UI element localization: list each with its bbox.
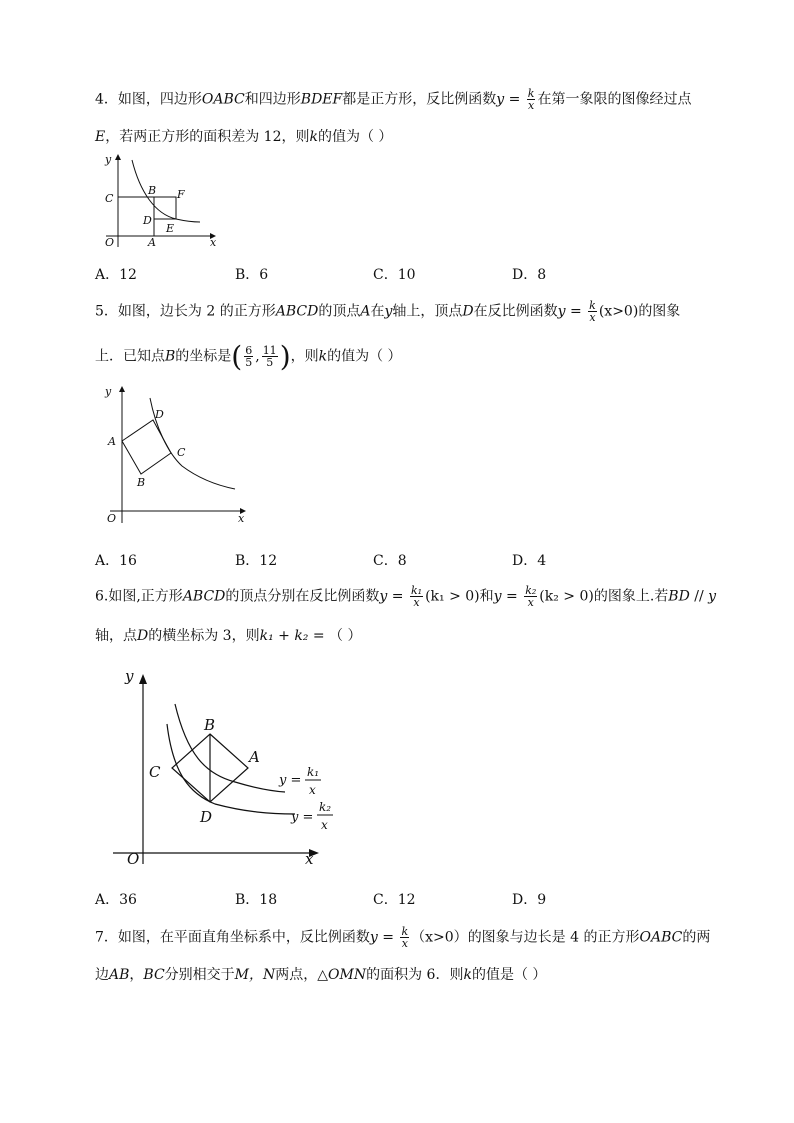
q6-option-b[interactable]: B．18 [235,892,278,908]
q6-curve2-den: x [321,818,328,832]
q7-cond: （x>0） [411,929,468,946]
q6-sum: k₁ + k₂ [259,628,309,644]
q6-f1-cond: (k₁ > 0) [425,588,480,605]
q6-stem-line2 [95,625,362,645]
q7-text: 边 [95,967,109,983]
q6-parallel: // [689,588,709,605]
q7-text: 分别相交于 [164,967,235,983]
q6-option-d[interactable]: D．9 [512,892,547,908]
q7-text: 的两 [682,929,711,946]
q6-curve1-label-y: y = [279,773,302,788]
q6-bd: BD [668,588,690,605]
q4-option-a[interactable]: A．12 [95,267,137,283]
q6-curve2-label-y: y = [291,810,314,825]
q4-label-c: C [105,192,114,205]
q6-option-a[interactable]: A．36 [95,892,137,908]
q6-label-x: x [305,850,314,868]
q6-f1-frac [410,585,423,608]
q7-text: 的面积为 6．则 [366,967,464,983]
q7-comma: ， [129,967,144,983]
q5-option-b[interactable]: B．12 [235,553,278,569]
q4-stem-line2 [95,126,392,146]
q6-text: 和 [479,588,494,605]
q7-text: 的图象与边长是 4 的正方形 [467,929,640,946]
q6-stem-line1: 6.如图,正方形ABCD的顶点分别在反比例函数y = $\frac{\text{k₁}}{x}$ (k₁ > 0)和y = $\frac{\text{k₂}}{x}$ (k₂ > 0)的图象上.若BD // y [95,584,717,609]
q7-func-eq: = [377,929,399,946]
q5-option-d[interactable]: D．4 [512,553,547,569]
q6-label-d: D [200,808,213,826]
q5-text: 在 [370,303,385,320]
q5-paren-open: ( [231,340,243,373]
q4-point-e: E [95,129,106,145]
q5-text: 在反比例函数 [473,303,558,320]
q5-func-y: y [557,303,566,320]
q7-text: 7．如图，在平面直角坐标系中，反比例函数 [95,929,370,946]
q4-label-d: D [143,214,152,227]
q5-d: D [462,303,474,320]
q6-label-a: A [249,748,260,766]
q4-label-y: y [105,153,112,166]
q7-bc: BC [143,967,165,983]
q4-curve [132,160,200,222]
q7-triangle: △OMN [317,967,367,983]
q4-text: ，若两正方形的面积差为 12，则 [105,129,310,145]
q7-answer-blank: 的值是（ ） [471,967,547,983]
q4-oabc: OABC [201,91,245,108]
q7-frac-den: x [401,937,408,950]
q4-k: k [309,129,318,145]
q5-text: 的坐标是 [175,348,232,365]
q5-func-eq: = [565,303,587,320]
q5-label-d: D [155,408,164,421]
q5-a: A [360,303,371,320]
q6-label-y: y [125,667,134,685]
q7-frac-num: k [401,925,409,938]
q4-stem-line1 [95,88,691,111]
q4-answer-blank: 的值为（ ） [317,129,393,145]
q4-label-a: A [148,236,156,249]
q7-func-y: y [369,929,378,946]
q7-mn: M，N [234,967,276,983]
q6-label-o: O [127,850,140,868]
q5-bx-frac [244,345,253,368]
q5-y-arrow [119,386,125,392]
q7-stem-line1 [95,926,710,949]
q6-text: 的顶点分别在反比例函数 [225,588,380,605]
q5-by-den: 5 [266,356,274,369]
q6-f2-y: y [493,588,502,605]
q6-curve2-num: k₂ [319,800,332,814]
q7-ab: AB [109,967,130,983]
q6-label-c: C [149,763,161,781]
q5-b: B [165,348,176,365]
q4-option-d[interactable]: D．8 [512,267,547,283]
q4-frac-num: k [527,87,535,100]
q6-text: 的图象上.若 [593,588,669,605]
q4-text: 和四边形 [244,91,301,108]
q4-text: 4．如图，四边形 [95,91,202,108]
q6-f1-den: x [413,596,420,609]
q5-by-num: 11 [262,344,277,357]
q4-fraction [527,88,536,111]
q6-curve1-num: k₁ [307,765,320,779]
q4-figure [100,152,225,252]
q6-abcd: ABCD [182,588,226,605]
q6-text: 的横坐标为 3，则 [148,628,260,644]
q5-text: 5．如图，边长为 2 的正方形 [95,303,276,320]
q6-answer-blank: = （ ） [308,628,362,644]
q5-option-c[interactable]: C．8 [373,553,407,569]
q4-label-e: E [166,222,175,235]
q5-text: 的图象 [638,303,681,320]
q6-f1-y: y [379,588,388,605]
q6-f2-frac [524,585,537,608]
q6-y-arrow [139,674,147,684]
q6-f2-cond: (k₂ > 0) [539,588,594,605]
q4-func-y: y [496,91,505,108]
q5-paren-close: ) [279,340,291,373]
q7-fraction [400,926,409,949]
q4-label-f: F [177,188,185,201]
q4-label-b: B [148,184,157,197]
q6-d: D [137,628,149,644]
q4-option-b[interactable]: B．6 [235,267,269,283]
q6-option-c[interactable]: C．12 [373,892,416,908]
q7-k: k [463,967,472,983]
q6-curve1-den: x [309,783,316,797]
q7-oabc: OABC [639,929,683,946]
q5-label-o: O [107,512,117,525]
q4-label-o: O [105,236,115,249]
q4-bdef: BDEF [300,91,343,108]
q5-frac-den: x [589,311,596,324]
q7-stem-line2 [95,964,546,984]
q4-func-eq: = [504,91,525,108]
q5-text: 轴上，顶点 [392,303,463,320]
q6-f2-num: k₂ [525,584,537,597]
q5-label-b: B [137,476,146,489]
q4-option-c[interactable]: C．10 [373,267,416,283]
q5-cond: (x>0) [598,303,639,320]
q5-label-c: C [177,446,186,459]
q5-bx-den: 5 [245,356,253,369]
q5-abcd: ABCD [275,303,319,320]
q6-figure [105,664,345,869]
q5-square [122,420,171,474]
q6-f1-num: k₁ [410,584,423,597]
q5-k: k [318,348,328,365]
q4-square-bdef [154,197,176,219]
q4-text: 在第一象限的图像经过点 [537,91,692,108]
q5-stem-line2: 上．已知点B的坐标是( $\frac{6}{5}$ , $\frac{11}{5}$ )，则k的值为（ ） [95,340,402,373]
q6-curve-k1 [175,704,285,792]
q5-answer-blank: 的值为（ ） [327,348,402,365]
q5-stem-line1 [95,300,680,323]
q6-label-b: B [204,716,216,734]
q4-label-x: x [210,236,217,249]
q5-by-frac [262,345,278,368]
q6-f2-den: x [527,596,534,609]
q6-text: 6.如图,正方形 [95,588,183,605]
q6-y: y [708,588,717,605]
q4-text: 都是正方形，反比例函数 [342,91,497,108]
q5-y: y [384,303,393,320]
q4-y-arrow [115,154,121,160]
q5-text: ，则 [290,348,319,365]
q5-fraction [588,300,597,323]
q5-label-y: y [105,385,112,398]
q5-option-a[interactable]: A．16 [95,553,137,569]
q5-frac-num: k [589,299,596,312]
q5-label-x: x [238,512,245,525]
q6-options [95,889,655,909]
q5-label-a: A [108,435,116,448]
q4-frac-den: x [528,99,535,112]
q6-text: 轴，点 [95,628,137,644]
q5-text: 上．已知点 [95,348,165,365]
q4-options [95,264,655,284]
q5-text: 的顶点 [318,303,361,320]
q5-bx-num: 6 [245,344,253,357]
q7-text: 两点， [275,967,318,983]
q5-figure [100,378,255,528]
q5-options [95,550,655,570]
